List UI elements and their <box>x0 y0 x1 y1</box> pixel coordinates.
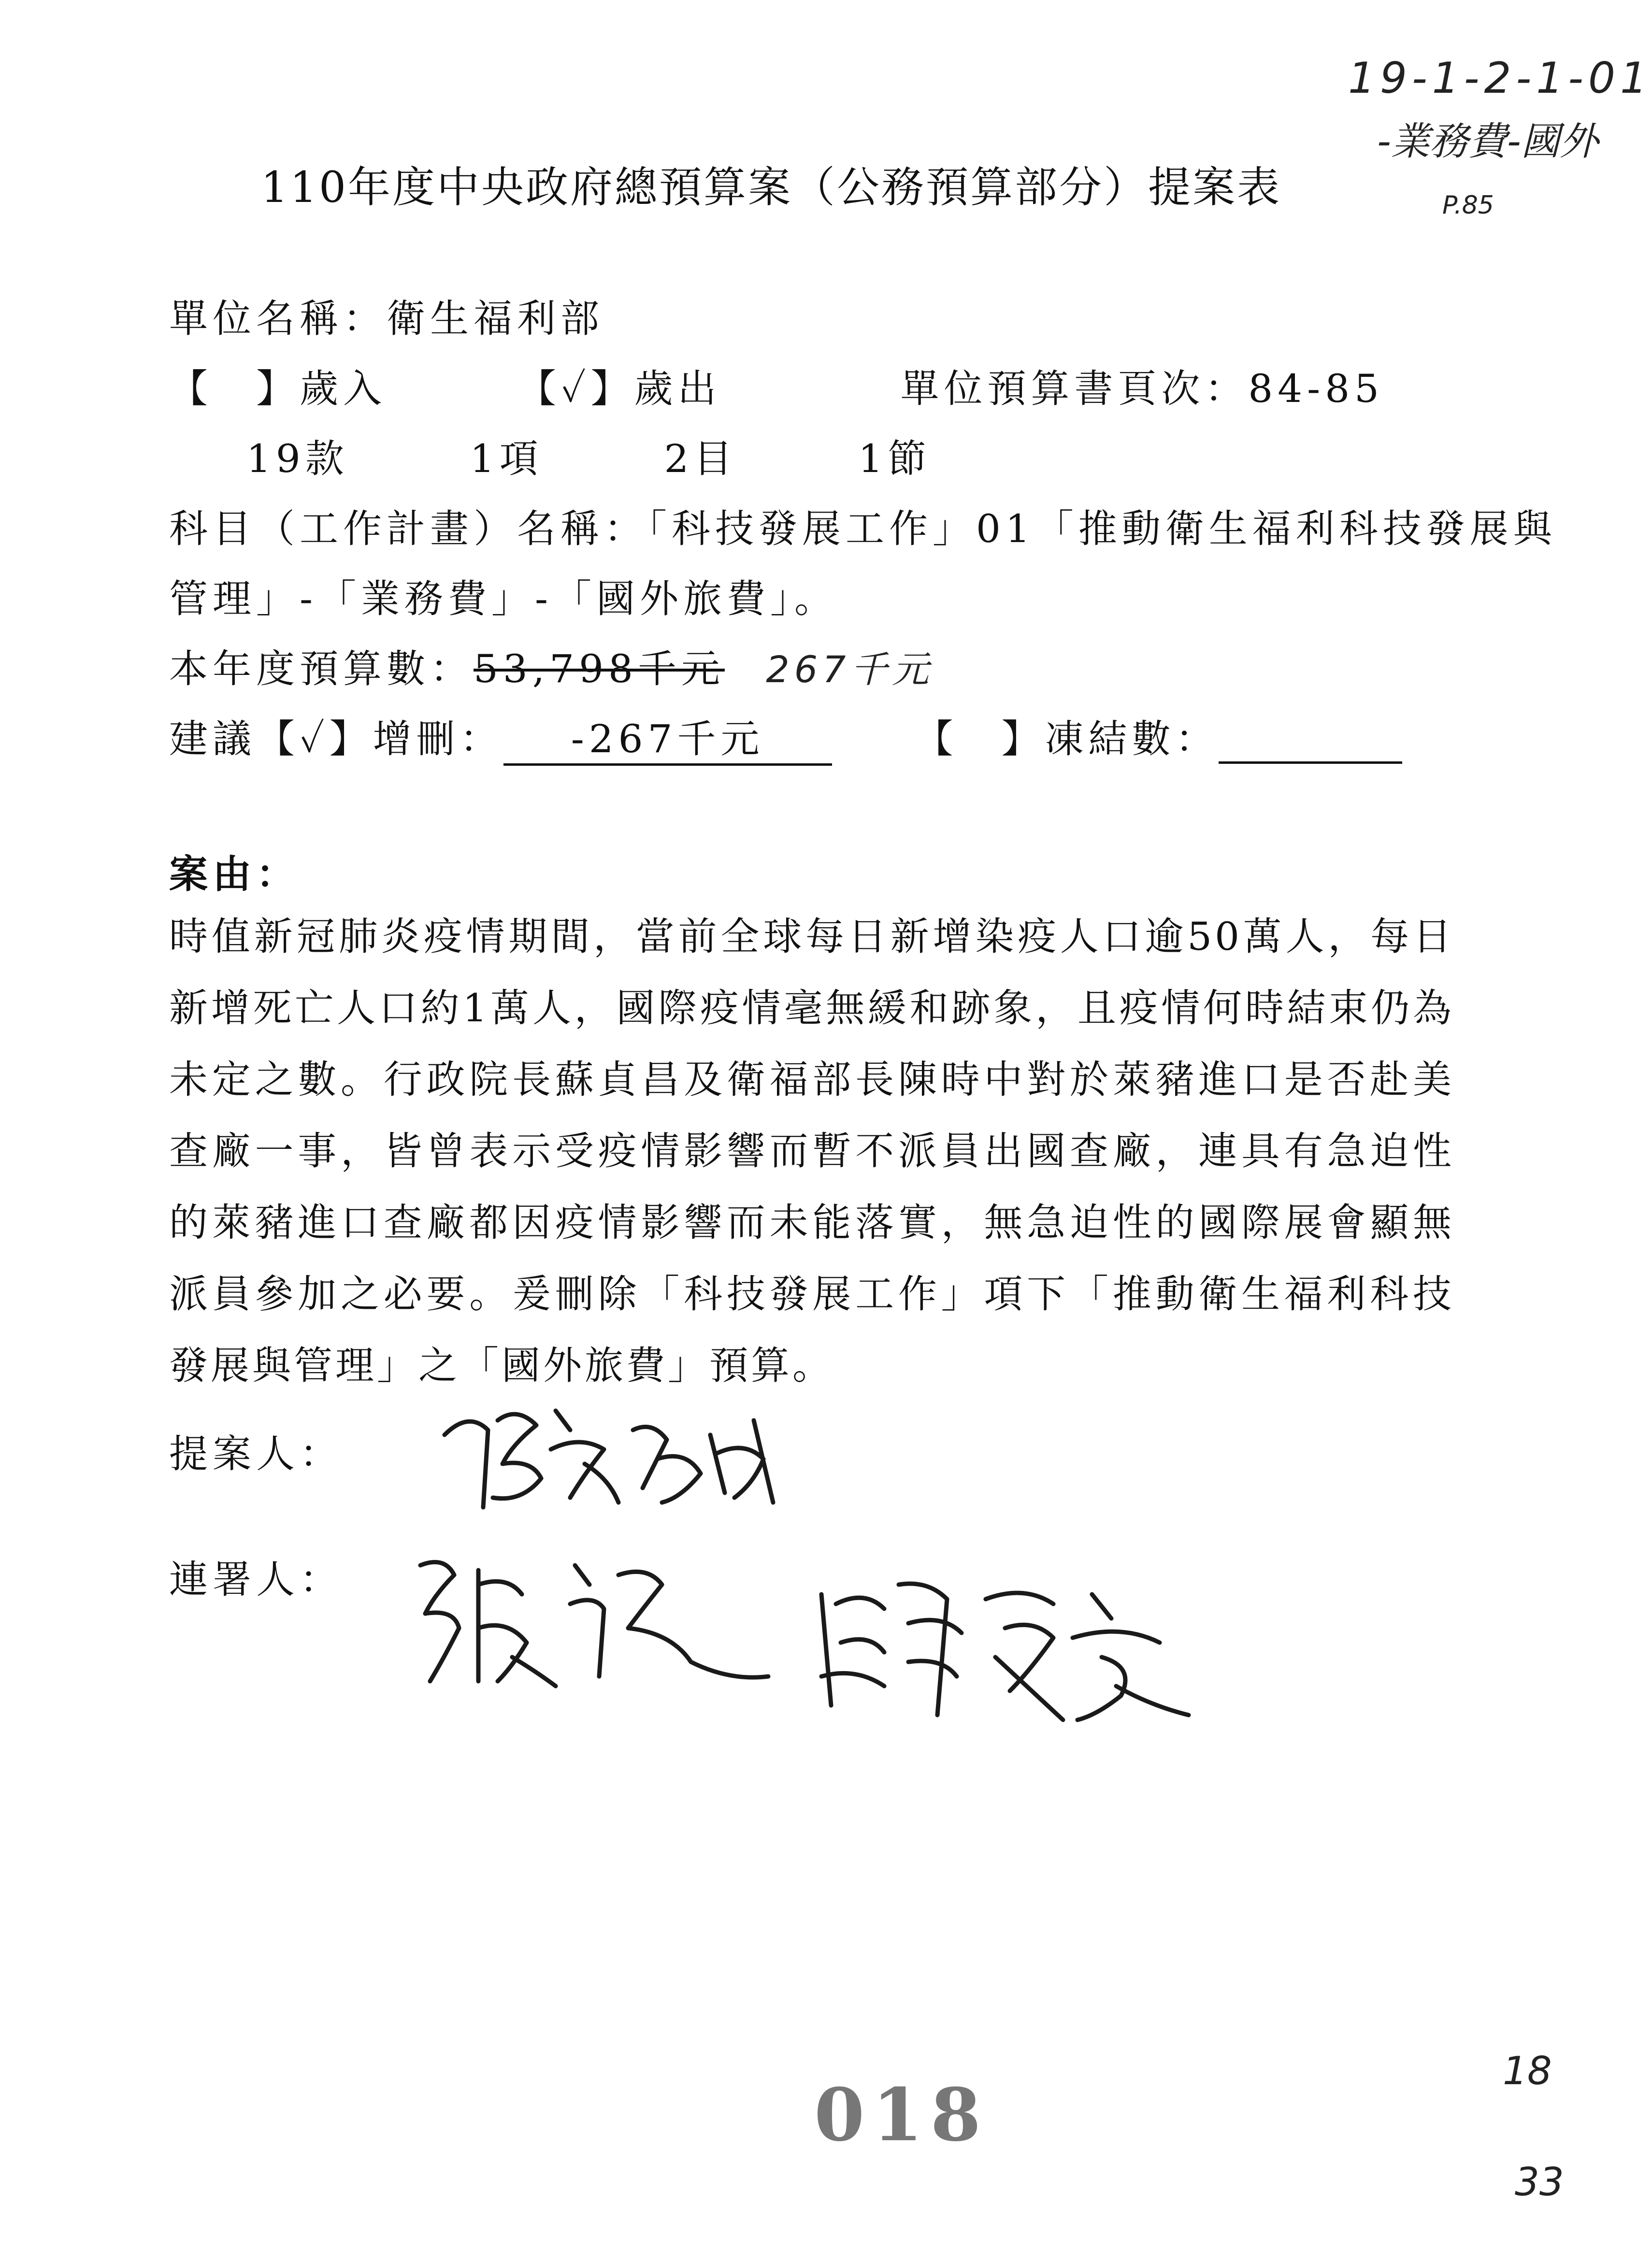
struck-budget-value: 53,798千元 <box>474 646 725 691</box>
budget-page-label: 單位預算書頁次： <box>900 366 1249 411</box>
proposer-label: 提案人： <box>169 1431 343 1476</box>
unit-value: 衛生福利部 <box>387 296 604 341</box>
unit-row <box>169 287 604 343</box>
freeze-value <box>1219 716 1402 764</box>
xiang-value: 1項 <box>470 436 543 481</box>
proposer-signature <box>425 1391 802 1527</box>
reason-heading: 案由： <box>169 851 300 897</box>
proposal-prefix: 建議 <box>169 716 256 761</box>
budget-row <box>169 638 934 693</box>
handwritten-code: 19-1-2-1-01 <box>1348 53 1652 103</box>
cosigner-label: 連署人： <box>169 1557 343 1602</box>
classification-row <box>246 428 931 483</box>
subject-value-1: 「科技發展工作」01「推動衛生福利科技發展與 <box>647 506 1557 551</box>
expense-checkbox: 【✓】 <box>517 366 634 411</box>
category-row <box>169 358 1384 413</box>
adjust-label: 增刪： <box>373 716 503 761</box>
subject-line-1 <box>169 498 1557 553</box>
page-number: 018 <box>814 2073 989 2158</box>
cosigner-signature-1 <box>401 1536 778 1701</box>
handwritten-corner-number-bottom: 33 <box>1515 2160 1564 2204</box>
handwritten-item-note: -業務費-國外 <box>1377 119 1598 164</box>
unit-label: 單位名稱： <box>169 296 387 341</box>
adjust-value: -267千元 <box>503 708 832 766</box>
page-title: 110年度中央政府總預算案（公務預算部分）提案表 <box>261 162 1281 212</box>
mu-value: 2目 <box>664 436 737 481</box>
kuan-value: 19款 <box>246 436 349 481</box>
freeze-label: 凍結數： <box>1045 716 1219 761</box>
handwritten-page-ref: P.85 <box>1442 191 1494 220</box>
subject-line-2 <box>169 568 838 623</box>
handwritten-budget-value: 267千元 <box>766 648 934 691</box>
budget-label: 本年度預算數： <box>169 646 474 691</box>
revenue-checkbox: 【 】 <box>169 366 300 411</box>
cosigner-signature-2 <box>802 1560 1208 1734</box>
jie-value: 1節 <box>858 436 932 481</box>
budget-page-value: 84-85 <box>1248 366 1384 411</box>
revenue-label: 歲入 <box>300 366 387 411</box>
proposal-row <box>169 708 1402 766</box>
subject-value-2: 管理」-「業務費」-「國外旅費」。 <box>169 576 838 621</box>
subject-label: 科目（工作計畫）名稱： <box>169 506 647 551</box>
reason-text: 時值新冠肺炎疫情期間，當前全球每日新增染疫人口逾50萬人，每日新增死亡人口約1萬人，國際疫情毫無緩和跡象，且疫情何時結束仍為未定之數。行政院長蘇貞昌及衛福部長陳時中對於萊豬進口是否赴美查廠一事，皆曾表示受疫情影響而暫不派員出國查廠，連具有急迫性的萊豬進口查廠都因疫情影響而未能落實，無急迫性的國際展會顯無派員參加之必要。爰刪除「科技發展工作」項下「推動衛生福利科技發展與管理」之「國外旅費」預算。 <box>169 914 1454 1388</box>
expense-label: 歲出 <box>634 366 721 411</box>
handwritten-corner-number-top: 18 <box>1503 2048 1552 2093</box>
freeze-checkbox: 【 】 <box>914 716 1045 761</box>
adjust-checkbox: 【✓】 <box>256 716 373 761</box>
